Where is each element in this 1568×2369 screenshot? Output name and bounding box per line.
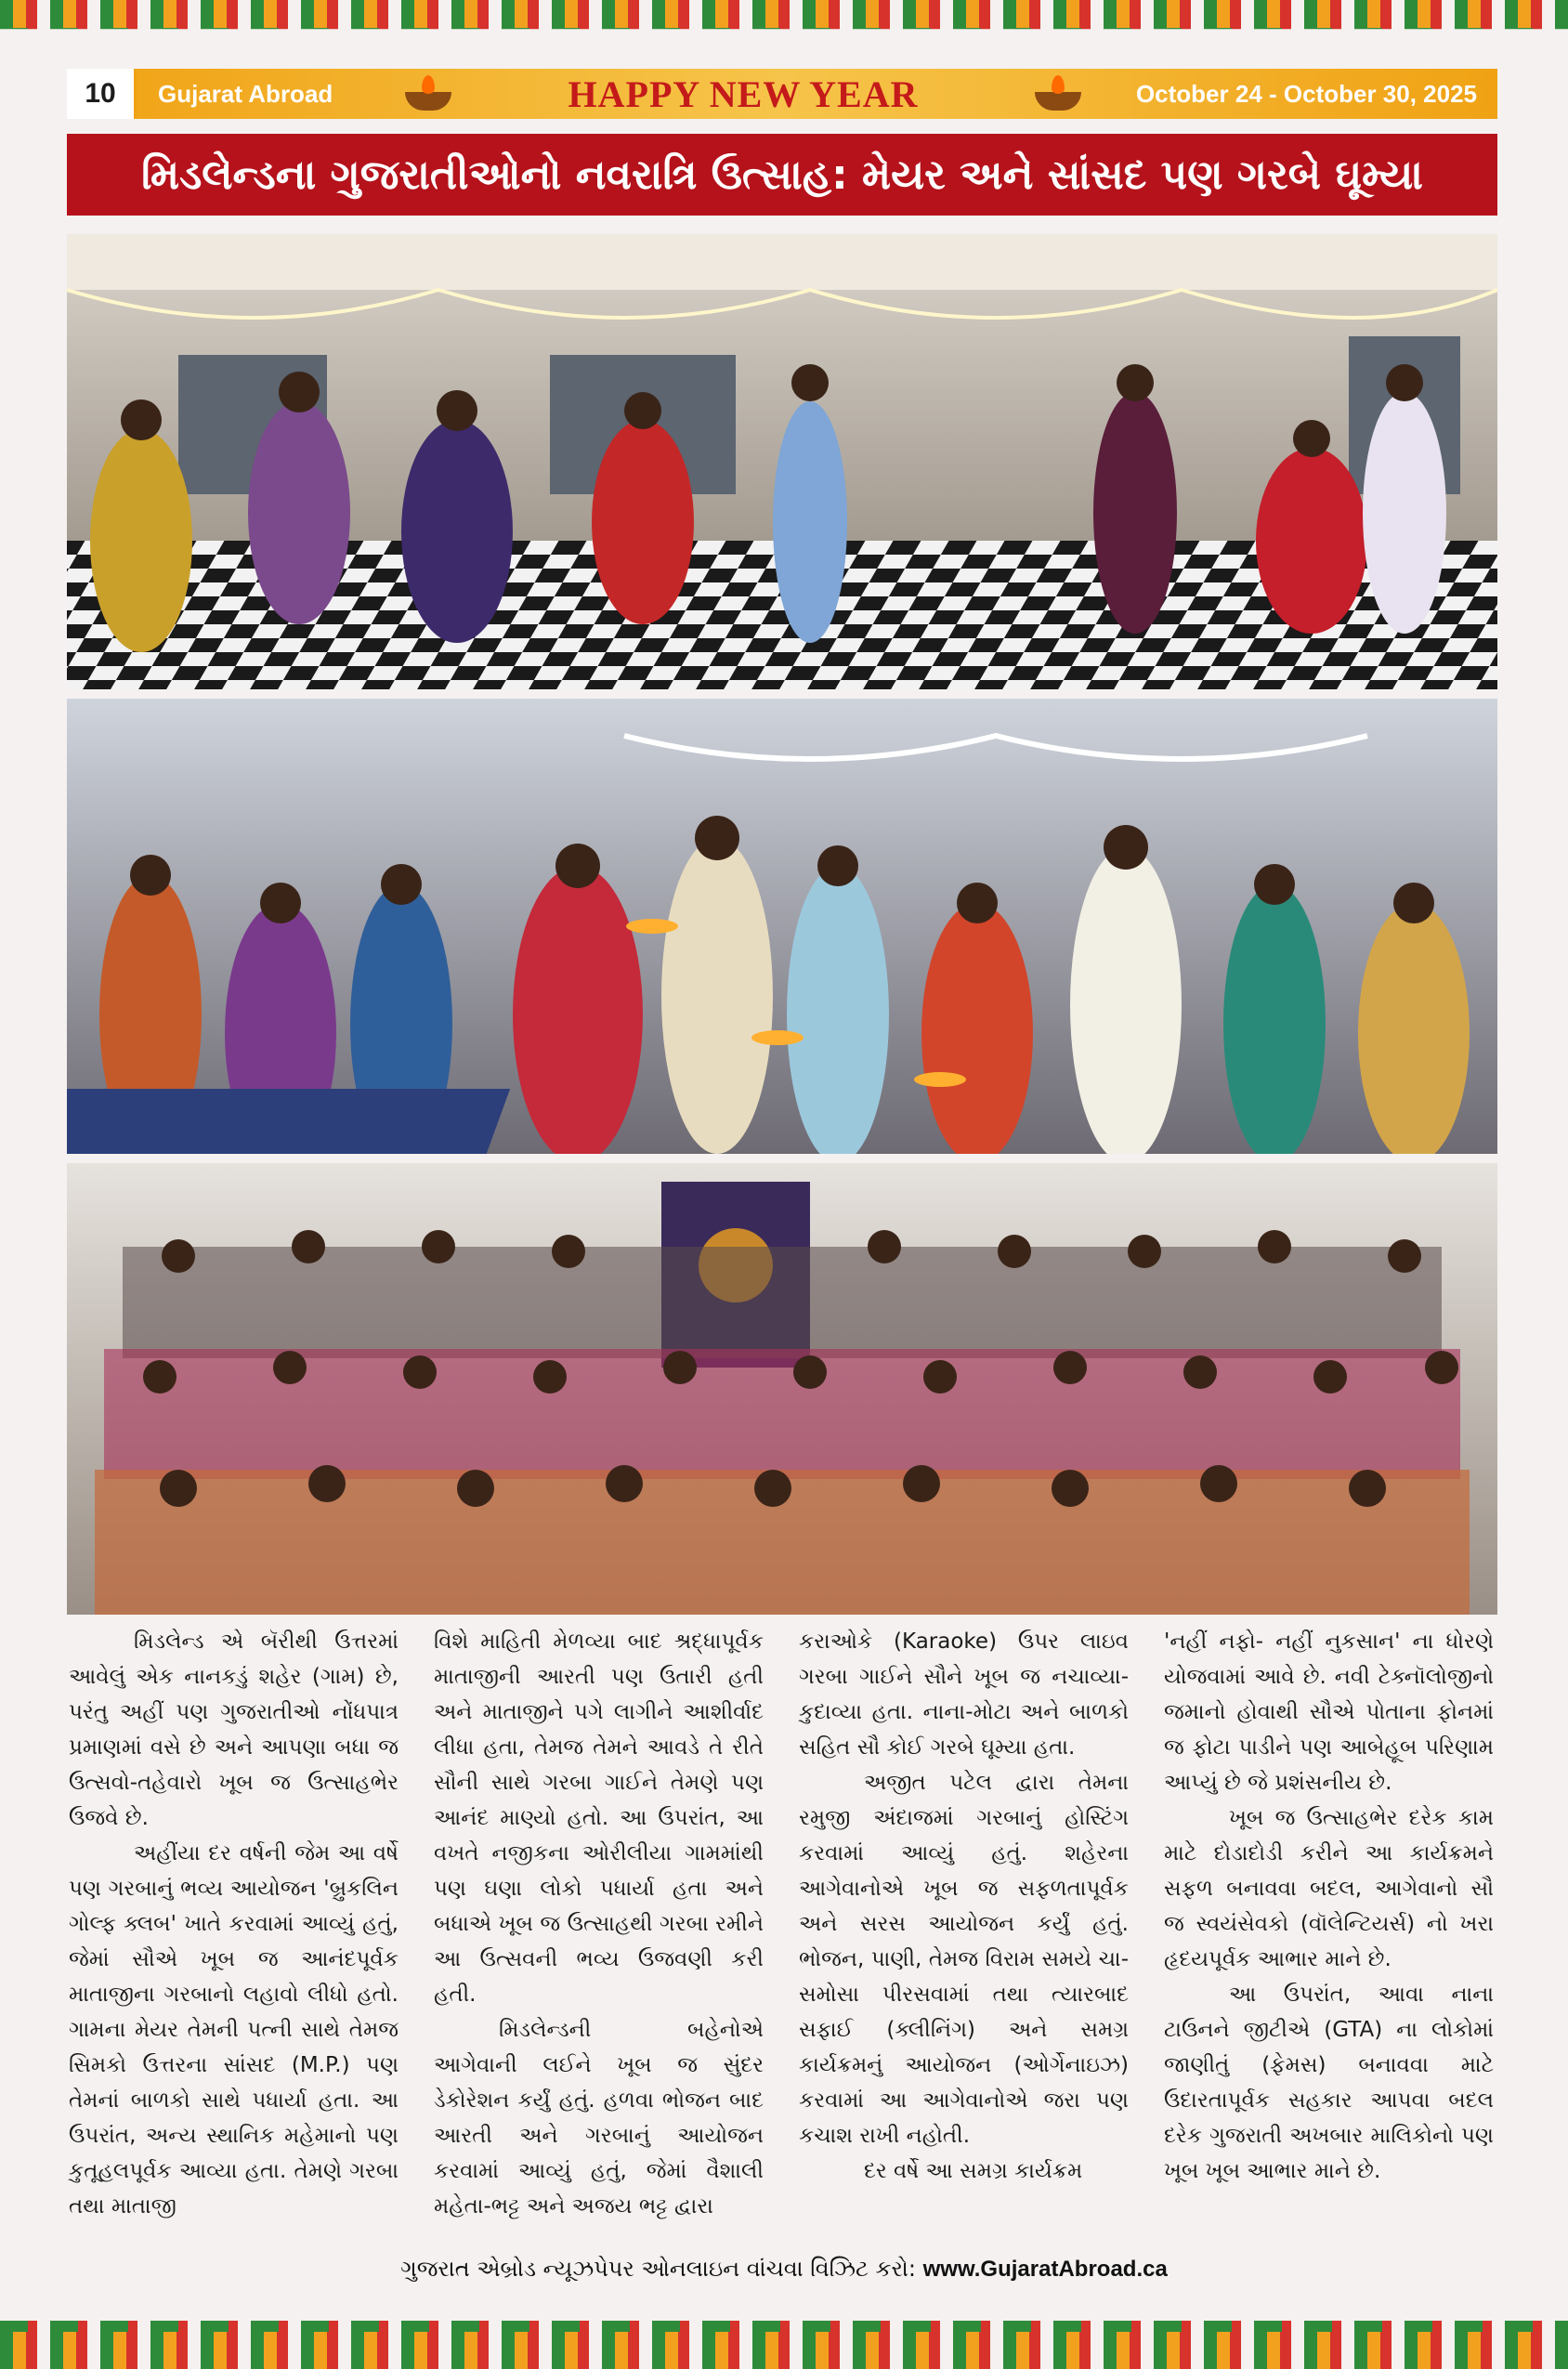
garba-dance-photo (67, 234, 1497, 689)
aarti-ceremony-photo (67, 699, 1497, 1154)
top-garland-decoration (0, 0, 1568, 48)
diya-icon (1029, 75, 1087, 112)
article-headline: મિડલેન્ડના ગુજરાતીઓનો નવરાત્રિ ઉત્સાહ: મેયર અને સાંસદ પણ ગરબે ઘૂમ્યા (67, 134, 1497, 216)
article-column-1 (69, 1624, 399, 2237)
paragraph: કરાઓકે (Karaoke) ઉપર લાઇવ ગરબા ગાઈને સૌને ખૂબ જ નચાવ્યા-કુદાવ્યા હતા. નાના-મોટા અને બાળકો સહિત સૌ કોઈ ગરબે ઘૂમ્યા હતા. (799, 1630, 1129, 1760)
masthead (67, 69, 1497, 119)
bottom-garland-decoration (0, 2321, 1568, 2369)
paragraph: અજીત પટેલ દ્વારા તેમના રમુજી અંદાજમાં ગરબાનું હોસ્ટિંગ કરવામાં આવ્યું હતું. શહેરના આગેવાનોએ ખૂબ જ સફળતાપૂર્વક અને સરસ આયોજન કર્યું હતું. ભોજન, પાણી, તેમજ વિરામ સમયે ચા-સમોસા પીરસવામાં તથા ત્યારબાદ સફાઈ (ક્લીનિંગ) અને સમગ્ર કાર્યક્રમનું આયોજન (ઓર્ગેનાઇઝ) કરવામાં આ આગેવાનોએ જરા પણ કચાશ રાખી નહોતી. (799, 1771, 1129, 2148)
footer-text: ગુજરાત એબ્રોડ ન્યૂઝપેપર ઓનલાઇન વાંચવા વિઝિટ કરો: (400, 2256, 916, 2282)
paragraph: મિડલેન્ડની બહેનોએ આગેવાની લઈને ખૂબ જ સુંદર ડેકોરેશન કર્યું હતું. હળવા ભોજન બાદ આરતી અને ગરબાનું આયોજન કરવામાં આવ્યું હતું, જેમાં વૈશાલી મહેતા-ભટ્ટ અને અજય ભટ્ટ દ્વારા (434, 2018, 764, 2218)
paragraph: વિશે માહિતી મેળવ્યા બાદ શ્રદ્ધાપૂર્વક માતાજીની આરતી પણ ઉતારી હતી અને માતાજીને પગે લાગીને આશીર્વાદ લીધા હતા, તેમજ તેમને આવડે તે રીતે સૌની સાથે ગરબા ગાઈને તેમણે પણ આનંદ માણ્યો હતો. આ ઉપરાંત, આ વખતે નજીકના ઓરીલીયા ગામમાંથી પણ ઘણા લોકો પધાર્યા હતા અને બધાએ ખૂબ જ ઉત્સાહથી ગરબા રમીને આ ઉત્સવની ભવ્ય ઉજવણી કરી હતી. (434, 1630, 764, 2007)
paragraph: 'નહીં નફો- નહીં નુકસાન' ના ધોરણે યોજવામાં આવે છે. નવી ટેક્નૉલોજીનો જમાનો હોવાથી સૌએ પોતાના ફોનમાં જ ફોટા પાડીને પણ આબેહૂબ પરિણામ આપ્યું છે જે પ્રશંસનીય છે. (1164, 1630, 1494, 1795)
paragraph: આ ઉપરાંત, આવા નાના ટાઉનને જીટીએ (GTA) ના લોકોમાં જાણીતું (ફેમસ) બનાવવા માટે ઉદારતાપૂર્વક સહકાર આપવા બદલ દરેક ગુજરાતી અખબાર માલિકોનો પણ ખૂબ ખૂબ આભાર માને છે. (1164, 1983, 1494, 2183)
publication-name: Gujarat Abroad (158, 79, 333, 108)
article-column-2 (434, 1624, 764, 2237)
paragraph: ખૂબ જ ઉત્સાહભેર દરેક કામ માટે દોડાદોડી કરીને આ કાર્યક્રમને સફળ બનાવવા બદલ, આગેવાનો સૌ જ સ્વયંસેવકો (વૉલેન્ટિયર્સ) નો ખરા હૃદયપૂર્વક આભાર માને છે. (1164, 1806, 1494, 1971)
article-column-3 (799, 1624, 1129, 2237)
paragraph: દર વર્ષે આ સમગ્ર કાર્યક્રમ (864, 2159, 1083, 2183)
website-link[interactable]: www.GujaratAbroad.ca (922, 2257, 1168, 2282)
footer-note (0, 2256, 1568, 2283)
group-photo (67, 1163, 1497, 1615)
diya-icon (399, 75, 457, 112)
article-column-4 (1164, 1624, 1494, 2237)
happy-new-year-banner: HAPPY NEW YEAR (568, 72, 919, 115)
article-body (69, 1624, 1497, 2237)
issue-dates: October 24 - October 30, 2025 (1135, 79, 1477, 108)
page-number: 10 (67, 69, 137, 119)
paragraph: અહીંયા દર વર્ષની જેમ આ વર્ષે પણ ગરબાનું ભવ્ય આયોજન 'બ્રુકલિન ગોલ્ફ ક્લબ' ખાતે કરવામાં આવ્યું હતું, જેમાં સૌએ ખૂબ જ આનંદપૂર્વક માતાજીના ગરબાનો લહાવો લીધો હતો. ગામના મેયર તેમની પત્ની સાથે તેમજ સિમકો ઉત્તરના સાંસદ (M.P.) પણ તેમનાં બાળકો સાથે પધાર્યા હતા. આ ઉપરાંત, અન્ય સ્થાનિક મહેમાનો પણ કુતૂહલપૂર્વક આવ્યા હતા. તેમણે ગરબા તથા માતાજી (69, 1841, 399, 2218)
paragraph: મિડલેન્ડ એ બૅરીથી ઉત્તરમાં આવેલું એક નાનકડું શહેર (ગામ) છે, પરંતુ અહીં પણ ગુજરાતીઓ નોંધપાત્ર પ્રમાણમાં વસે છે અને આપણા બધા જ ઉત્સવો-તહેવારો ખૂબ જ ઉત્સાહભેર ઉજવે છે. (69, 1630, 399, 1830)
